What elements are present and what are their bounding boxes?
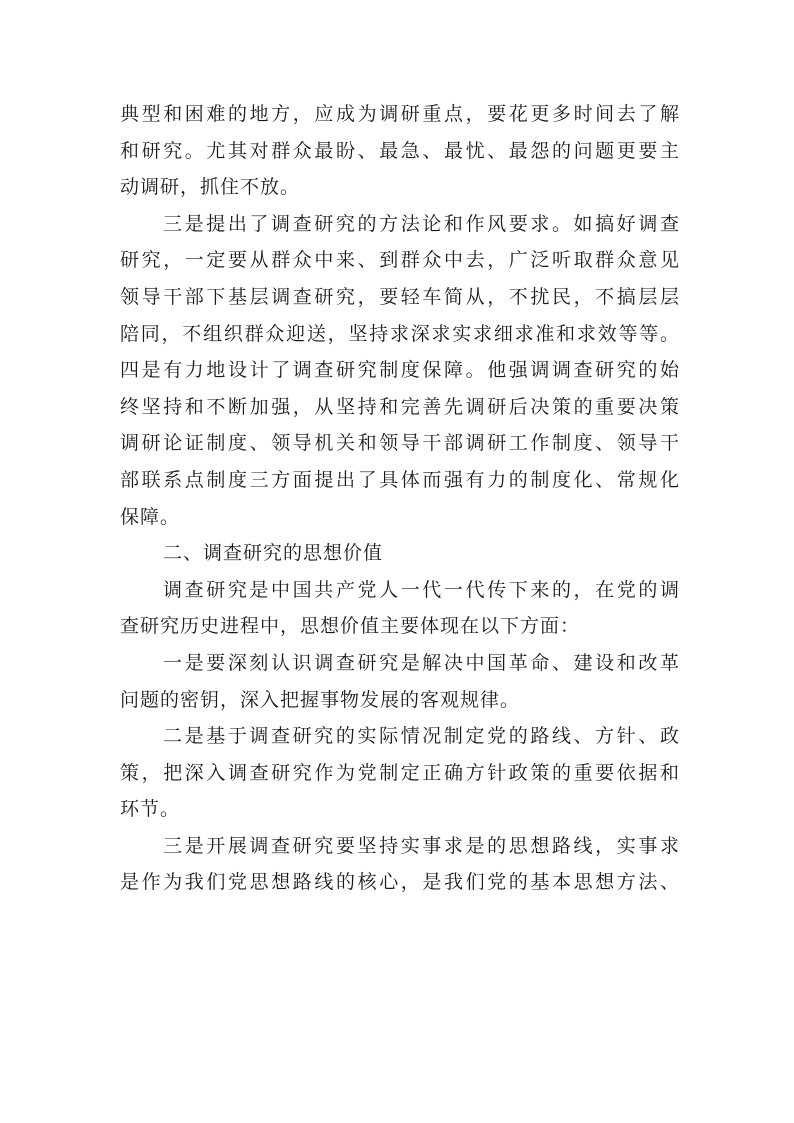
text-line: 调研论证制度、领导机关和领导干部调研工作制度、领导干 bbox=[120, 432, 680, 455]
text-line: 查研究历史进程中，思想价值主要体现在以下方面： bbox=[120, 615, 581, 638]
text-line: 二、调查研究的思想价值 bbox=[163, 542, 384, 565]
text-line: 终坚持和不断加强，从坚持和完善先调研后决策的重要决策 bbox=[120, 395, 680, 418]
text-line: 环节。 bbox=[120, 798, 181, 821]
text-line: 是作为我们党思想路线的核心，是我们党的基本思想方法、 bbox=[120, 871, 680, 894]
text-line: 三是开展调查研究要坚持实事求是的思想路线，实事求 bbox=[163, 834, 680, 857]
text-line: 和研究。尤其对群众最盼、最急、最忧、最怨的问题更要主 bbox=[120, 139, 680, 162]
document-body bbox=[120, 96, 680, 901]
text-line: 领导干部下基层调查研究，要轻车简从，不扰民，不搞层层 bbox=[120, 285, 680, 308]
text-line: 四是有力地设计了调查研究制度保障。他强调调查研究的始 bbox=[120, 359, 680, 382]
text-line: 陪同，不组织群众迎送，坚持求深求实求细求准和求效等等。 bbox=[120, 322, 680, 345]
text-line: 部联系点制度三方面提出了具体而强有力的制度化、常规化 bbox=[120, 468, 680, 491]
text-line: 一是要深刻认识调查研究是解决中国革命、建设和改革 bbox=[163, 651, 680, 674]
text-line: 动调研，抓住不放。 bbox=[120, 176, 301, 199]
text-line: 问题的密钥，深入把握事物发展的客观规律。 bbox=[120, 688, 521, 711]
text-line: 三是提出了调查研究的方法论和作风要求。如搞好调查 bbox=[163, 212, 680, 235]
text-line: 二是基于调查研究的实际情况制定党的路线、方针、政 bbox=[163, 725, 680, 748]
text-line: 保障。 bbox=[120, 505, 181, 528]
text-line: 研究，一定要从群众中来、到群众中去，广泛听取群众意见 bbox=[120, 249, 680, 272]
text-line: 调查研究是中国共产党人一代一代传下来的，在党的调 bbox=[163, 578, 680, 601]
text-line: 策，把深入调查研究作为党制定正确方针政策的重要依据和 bbox=[120, 761, 680, 784]
text-line: 典型和困难的地方，应成为调研重点，要花更多时间去了解 bbox=[120, 103, 680, 125]
